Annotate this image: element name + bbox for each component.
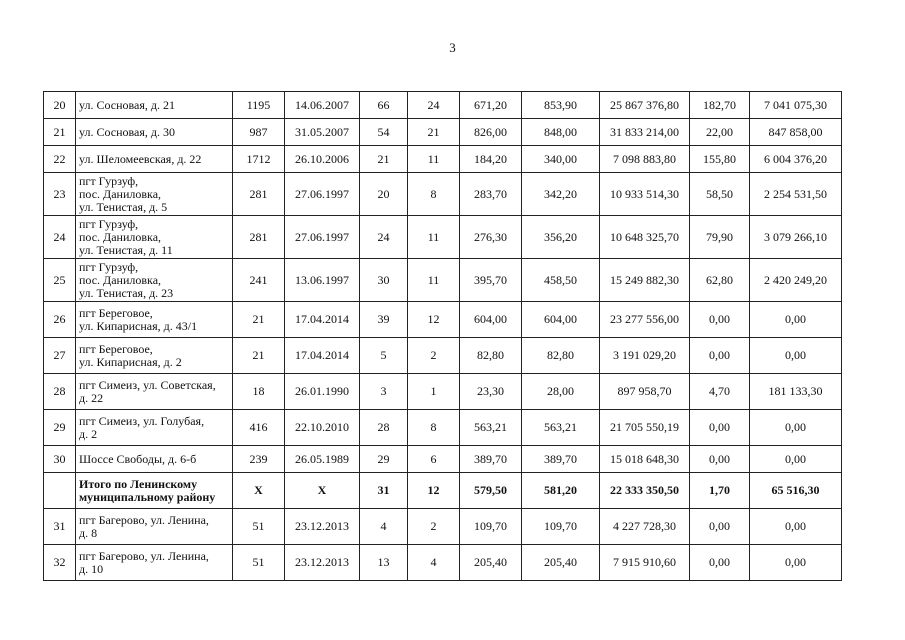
cell-c4-cell: 283,70 (460, 173, 522, 216)
apartments-count-cell: 281 (233, 216, 285, 259)
address-cell (76, 545, 233, 581)
row-number-cell: 28 (44, 374, 76, 410)
cell-c5-cell: 205,40 (522, 545, 600, 581)
cell-c3-cell: 24 (408, 92, 460, 119)
address-line: пгт Гурзуф, (79, 259, 139, 274)
address-line: пгт Багерово, ул. Ленина, (79, 548, 209, 563)
row-number-cell: 23 (44, 173, 76, 216)
row-number-cell: 29 (44, 410, 76, 446)
address-cell (76, 509, 233, 545)
cell-c8-cell: 3 079 266,10 (750, 216, 842, 259)
cell-c5-cell: 28,00 (522, 374, 600, 410)
cell-c5-cell: 340,00 (522, 146, 600, 173)
date-cell: 27.06.1997 (285, 173, 360, 216)
address-line: д. 2 (79, 426, 98, 441)
cell-c4-cell: 671,20 (460, 92, 522, 119)
apartments-count-cell: 21 (233, 302, 285, 338)
date-cell: 26.05.1989 (285, 446, 360, 473)
cell-c3-cell: 8 (408, 173, 460, 216)
row-number-cell: 22 (44, 146, 76, 173)
cell-c7-cell: 79,90 (690, 216, 750, 259)
cell-c7-cell: 155,80 (690, 146, 750, 173)
cell-c7-cell: 182,70 (690, 92, 750, 119)
cell-c7-cell: 0,00 (690, 338, 750, 374)
date-cell: 26.10.2006 (285, 146, 360, 173)
cell-c5-cell: 389,70 (522, 446, 600, 473)
row-number-cell: 24 (44, 216, 76, 259)
cell-c6-cell: 7 915 910,60 (600, 545, 690, 581)
date-cell: X (285, 473, 360, 509)
cell-c6-cell: 4 227 728,30 (600, 509, 690, 545)
cell-c3-cell: 11 (408, 216, 460, 259)
cell-c8-cell: 0,00 (750, 545, 842, 581)
cell-c3-cell: 8 (408, 410, 460, 446)
cell-c8-cell: 0,00 (750, 410, 842, 446)
address-line: пгт Береговое, (79, 341, 153, 356)
date-cell: 26.01.1990 (285, 374, 360, 410)
table-row (44, 410, 842, 446)
cell-c2-cell: 29 (360, 446, 408, 473)
cell-c7-cell: 58,50 (690, 173, 750, 216)
cell-c7-cell: 0,00 (690, 446, 750, 473)
row-number-cell: 27 (44, 338, 76, 374)
address-line: пос. Даниловка, (79, 272, 162, 287)
cell-c7-cell: 0,00 (690, 509, 750, 545)
cell-c4-cell: 579,50 (460, 473, 522, 509)
cell-c8-cell: 0,00 (750, 302, 842, 338)
table-row (44, 259, 842, 302)
cell-c2-cell: 3 (360, 374, 408, 410)
apartments-count-cell: 51 (233, 509, 285, 545)
cell-c8-cell: 2 420 249,20 (750, 259, 842, 302)
cell-c6-cell: 3 191 029,20 (600, 338, 690, 374)
cell-c8-cell: 6 004 376,20 (750, 146, 842, 173)
date-cell: 17.04.2014 (285, 338, 360, 374)
cell-c6-cell: 31 833 214,00 (600, 119, 690, 146)
cell-c3-cell: 11 (408, 146, 460, 173)
address-line: пгт Гурзуф, (79, 173, 139, 188)
cell-c4-cell: 82,80 (460, 338, 522, 374)
date-cell: 13.06.1997 (285, 259, 360, 302)
cell-c6-cell: 25 867 376,80 (600, 92, 690, 119)
address-cell (76, 302, 233, 338)
cell-c7-cell: 22,00 (690, 119, 750, 146)
address-cell (76, 374, 233, 410)
cell-c5-cell: 458,50 (522, 259, 600, 302)
row-number-cell: 30 (44, 446, 76, 473)
cell-c4-cell: 604,00 (460, 302, 522, 338)
cell-c4-cell: 276,30 (460, 216, 522, 259)
cell-c5-cell: 109,70 (522, 509, 600, 545)
cell-c6-cell: 7 098 883,80 (600, 146, 690, 173)
cell-c2-cell: 54 (360, 119, 408, 146)
cell-c3-cell: 4 (408, 545, 460, 581)
table-row (44, 509, 842, 545)
row-number-cell: 31 (44, 509, 76, 545)
cell-c5-cell: 848,00 (522, 119, 600, 146)
address-line: ул. Кипарисная, д. 2 (79, 354, 182, 369)
address-cell (76, 216, 233, 259)
date-cell: 23.12.2013 (285, 509, 360, 545)
row-number-cell: 20 (44, 92, 76, 119)
cell-c7-cell: 0,00 (690, 302, 750, 338)
address-line: ул. Тенистая, д. 11 (79, 242, 173, 257)
address-line: ул. Сосновая, д. 21 (79, 97, 175, 112)
cell-c6-cell: 23 277 556,00 (600, 302, 690, 338)
apartments-count-cell: 239 (233, 446, 285, 473)
address-line: пгт Гурзуф, (79, 216, 139, 231)
cell-c2-cell: 13 (360, 545, 408, 581)
address-line: ул. Сосновая, д. 30 (79, 124, 175, 139)
cell-c8-cell: 65 516,30 (750, 473, 842, 509)
cell-c7-cell: 62,80 (690, 259, 750, 302)
date-cell: 22.10.2010 (285, 410, 360, 446)
table-row (44, 302, 842, 338)
cell-c8-cell: 0,00 (750, 446, 842, 473)
apartments-count-cell: 241 (233, 259, 285, 302)
cell-c8-cell: 2 254 531,50 (750, 173, 842, 216)
table-body (44, 92, 842, 581)
table-row (44, 338, 842, 374)
total-row (44, 473, 842, 509)
cell-c7-cell: 1,70 (690, 473, 750, 509)
table-row (44, 216, 842, 259)
date-cell: 14.06.2007 (285, 92, 360, 119)
cell-c4-cell: 389,70 (460, 446, 522, 473)
housing-table (43, 91, 842, 581)
cell-c4-cell: 205,40 (460, 545, 522, 581)
cell-c5-cell: 356,20 (522, 216, 600, 259)
cell-c7-cell: 4,70 (690, 374, 750, 410)
cell-c2-cell: 66 (360, 92, 408, 119)
cell-c3-cell: 21 (408, 119, 460, 146)
address-cell (76, 92, 233, 119)
row-number-cell (44, 473, 76, 509)
date-cell: 23.12.2013 (285, 545, 360, 581)
cell-c2-cell: 5 (360, 338, 408, 374)
address-cell (76, 146, 233, 173)
cell-c5-cell: 604,00 (522, 302, 600, 338)
cell-c8-cell: 181 133,30 (750, 374, 842, 410)
row-number-cell: 21 (44, 119, 76, 146)
cell-c6-cell: 21 705 550,19 (600, 410, 690, 446)
cell-c3-cell: 6 (408, 446, 460, 473)
apartments-count-cell: 987 (233, 119, 285, 146)
cell-c6-cell: 897 958,70 (600, 374, 690, 410)
cell-c2-cell: 30 (360, 259, 408, 302)
table-row (44, 146, 842, 173)
address-line: Шоссе Свободы, д. 6-б (79, 451, 197, 466)
cell-c4-cell: 109,70 (460, 509, 522, 545)
cell-c6-cell: 15 018 648,30 (600, 446, 690, 473)
address-line: пгт Симеиз, ул. Голубая, (79, 413, 205, 428)
address-line: ул. Кипарисная, д. 43/1 (79, 318, 198, 333)
cell-c2-cell: 21 (360, 146, 408, 173)
cell-c7-cell: 0,00 (690, 545, 750, 581)
cell-c4-cell: 563,21 (460, 410, 522, 446)
address-line: ул. Тенистая, д. 5 (79, 199, 168, 214)
address-line: д. 22 (79, 390, 104, 405)
cell-c2-cell: 39 (360, 302, 408, 338)
table-row (44, 92, 842, 119)
address-line: пгт Симеиз, ул. Советская, (79, 377, 216, 392)
cell-c2-cell: 31 (360, 473, 408, 509)
address-line: Итого по Ленинскому (79, 476, 198, 491)
address-cell (76, 173, 233, 216)
address-cell (76, 473, 233, 509)
table-row (44, 119, 842, 146)
cell-c5-cell: 581,20 (522, 473, 600, 509)
address-line: пгт Береговое, (79, 305, 153, 320)
cell-c2-cell: 20 (360, 173, 408, 216)
table-row (44, 545, 842, 581)
cell-c3-cell: 2 (408, 509, 460, 545)
cell-c4-cell: 395,70 (460, 259, 522, 302)
cell-c5-cell: 82,80 (522, 338, 600, 374)
cell-c2-cell: 28 (360, 410, 408, 446)
cell-c3-cell: 2 (408, 338, 460, 374)
cell-c5-cell: 342,20 (522, 173, 600, 216)
cell-c6-cell: 22 333 350,50 (600, 473, 690, 509)
cell-c5-cell: 853,90 (522, 92, 600, 119)
cell-c3-cell: 1 (408, 374, 460, 410)
address-line: муниципальному району (79, 489, 216, 504)
address-line: пгт Багерово, ул. Ленина, (79, 512, 209, 527)
row-number-cell: 26 (44, 302, 76, 338)
address-cell (76, 338, 233, 374)
address-line: ул. Тенистая, д. 23 (79, 285, 174, 300)
cell-c8-cell: 847 858,00 (750, 119, 842, 146)
cell-c4-cell: 23,30 (460, 374, 522, 410)
cell-c3-cell: 11 (408, 259, 460, 302)
table-row (44, 173, 842, 216)
address-line: д. 10 (79, 561, 104, 576)
address-line: пос. Даниловка, (79, 186, 162, 201)
cell-c8-cell: 0,00 (750, 509, 842, 545)
cell-c4-cell: 826,00 (460, 119, 522, 146)
cell-c2-cell: 4 (360, 509, 408, 545)
cell-c8-cell: 0,00 (750, 338, 842, 374)
cell-c8-cell: 7 041 075,30 (750, 92, 842, 119)
cell-c2-cell: 24 (360, 216, 408, 259)
apartments-count-cell: 18 (233, 374, 285, 410)
cell-c6-cell: 10 933 514,30 (600, 173, 690, 216)
address-cell (76, 446, 233, 473)
page-number: 3 (449, 40, 456, 55)
apartments-count-cell: 416 (233, 410, 285, 446)
cell-c5-cell: 563,21 (522, 410, 600, 446)
address-cell (76, 119, 233, 146)
address-line: ул. Шеломеевская, д. 22 (79, 151, 202, 166)
cell-c6-cell: 10 648 325,70 (600, 216, 690, 259)
address-line: пос. Даниловка, (79, 229, 162, 244)
address-cell (76, 410, 233, 446)
address-line: д. 8 (79, 525, 98, 540)
apartments-count-cell: 51 (233, 545, 285, 581)
date-cell: 17.04.2014 (285, 302, 360, 338)
table-row (44, 446, 842, 473)
row-number-cell: 25 (44, 259, 76, 302)
table-row (44, 374, 842, 410)
date-cell: 31.05.2007 (285, 119, 360, 146)
cell-c6-cell: 15 249 882,30 (600, 259, 690, 302)
date-cell: 27.06.1997 (285, 216, 360, 259)
cell-c3-cell: 12 (408, 473, 460, 509)
apartments-count-cell: 281 (233, 173, 285, 216)
apartments-count-cell: 1712 (233, 146, 285, 173)
apartments-count-cell: X (233, 473, 285, 509)
apartments-count-cell: 21 (233, 338, 285, 374)
cell-c7-cell: 0,00 (690, 410, 750, 446)
cell-c4-cell: 184,20 (460, 146, 522, 173)
address-cell (76, 259, 233, 302)
cell-c3-cell: 12 (408, 302, 460, 338)
row-number-cell: 32 (44, 545, 76, 581)
apartments-count-cell: 1195 (233, 92, 285, 119)
